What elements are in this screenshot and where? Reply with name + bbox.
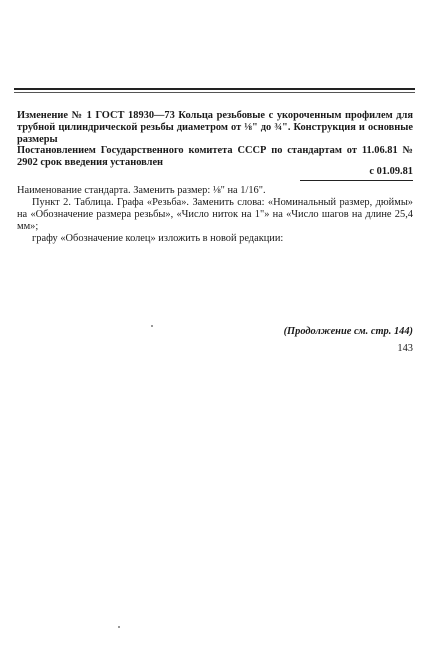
- paragraph-column-change-text: графу «Обозначение колец» изложить в новой редакции:: [32, 233, 284, 244]
- page-number: 143: [397, 343, 413, 354]
- paragraph-column-change: [17, 233, 413, 245]
- scan-speck: [151, 325, 153, 327]
- effective-date: с 01.09.81: [369, 166, 413, 177]
- paragraph-table-change: Пункт 2. Таблица. Графа «Резьба». Заменить слова: «Номинальный размер, дюймы» на «Обозначение размера резьбы», «Число ниток на 1"» на «Число шагов на длине 25,4 мм»;: [17, 197, 413, 233]
- paragraph-title-change-text: Наименование стандарта. Заменить размер: ⅛" на 1/16".: [17, 185, 266, 196]
- paragraph-title-change: [17, 185, 413, 197]
- top-rule-thin: [14, 92, 415, 93]
- amendment-header: Изменение № 1 ГОСТ 18930—73 Кольца резьбовые с укороченным профилем для трубной цилиндрической резьбы диаметром от ⅛" до ¾". Конструкция и основные размеры: [17, 110, 413, 146]
- decree-text: Постановлением Государственного комитета СССР по стандартам от 11.06.81 № 2902 срок введения установлен: [17, 145, 413, 169]
- continued-note: (Продолжение см. стр. 144): [283, 326, 413, 337]
- scan-speck: [118, 626, 120, 628]
- date-underline: [300, 180, 413, 181]
- top-rule: [14, 88, 415, 90]
